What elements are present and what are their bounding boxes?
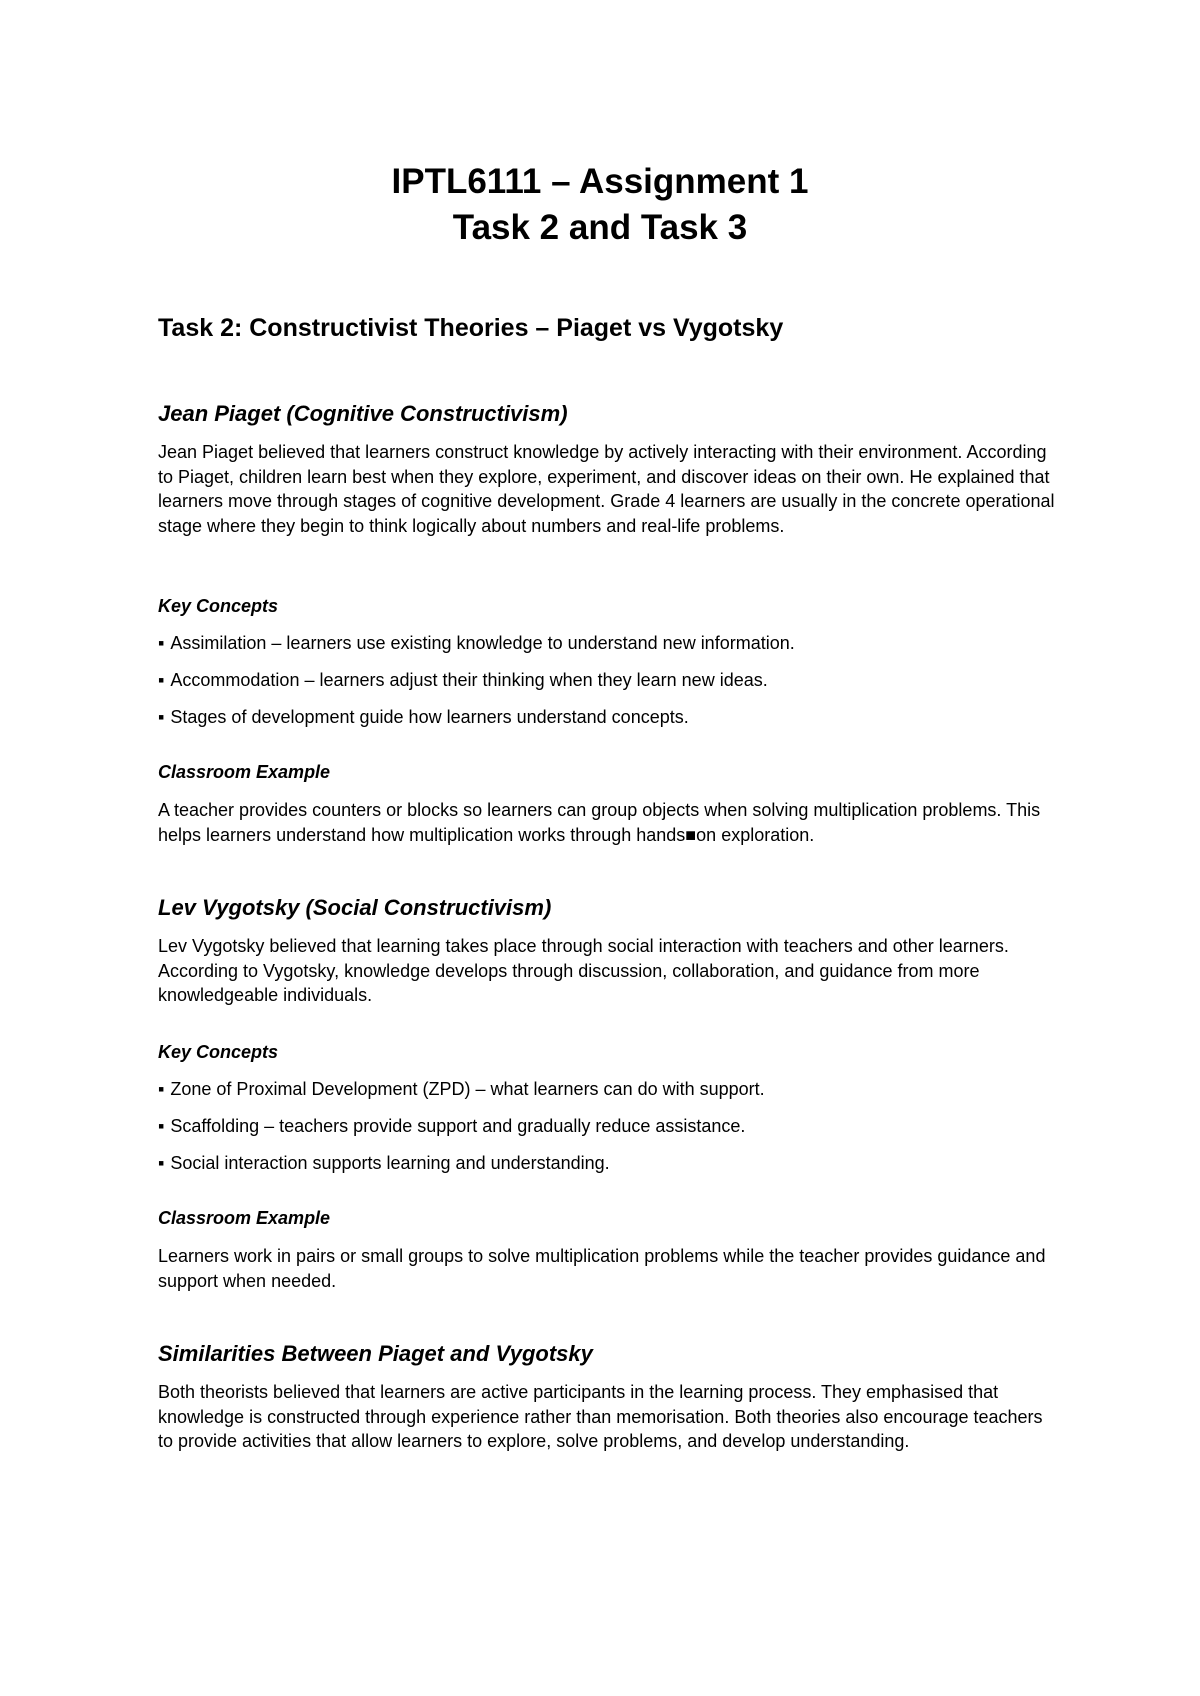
- piaget-heading: Jean Piaget (Cognitive Constructivism): [158, 401, 568, 426]
- concept-text: Zone of Proximal Development (ZPD) – what learners can do with support.: [170, 1079, 765, 1099]
- vygotsky-concept-3: [158, 1151, 1058, 1175]
- concept-text: Stages of development guide how learners understand concepts.: [170, 707, 689, 727]
- similarities-text: Both theorists believed that learners are active participants in the learning process. They emphasised that knowledge is constructed through experience rather than memorisation. Both theories also encourage teachers to provide activities that allow learners to explore, solve problems, and develop understanding.: [158, 1382, 1043, 1452]
- bullet-icon: ▪: [158, 1079, 165, 1099]
- piaget-classroom-text: A teacher provides counters or blocks so learners can group objects when solving multiplication problems. This helps learners understand how multiplication works through hands■on exploration.: [158, 800, 1041, 845]
- piaget-key-concepts-heading: Key Concepts: [158, 596, 279, 616]
- piaget-intro: Jean Piaget believed that learners construct knowledge by actively interacting with their environment. According to Piaget, children learn best when they explore, experiment, and discover ideas on their own. He explained that learners move through stages of cognitive development. Grade 4 learners are usually in the concrete operational stage where they begin to think logically about numbers and real-life problems.: [158, 442, 1055, 536]
- concept-text: Assimilation – learners use existing knowledge to understand new information.: [170, 633, 795, 653]
- bullet-icon: ▪: [158, 670, 165, 690]
- bullet-icon: ▪: [158, 707, 165, 727]
- similarities-heading: Similarities Between Piaget and Vygotsky: [158, 1341, 593, 1366]
- piaget-concept-2: [158, 668, 1058, 692]
- vygotsky-classroom-text: Learners work in pairs or small groups to solve multiplication problems while the teacher provides guidance and support when needed.: [158, 1246, 1046, 1291]
- bullet-icon: ▪: [158, 1153, 165, 1173]
- title-line-2: Task 2 and Task 3: [452, 208, 748, 247]
- bullet-icon: ▪: [158, 1116, 165, 1136]
- vygotsky-heading: Lev Vygotsky (Social Constructivism): [158, 895, 552, 920]
- piaget-concept-3: [158, 705, 1058, 729]
- bullet-icon: ▪: [158, 633, 165, 653]
- vygotsky-intro: Lev Vygotsky believed that learning takes place through social interaction with teachers and other learners. According to Vygotsky, knowledge develops through discussion, collaboration, and guidance from more knowledgeable individuals.: [158, 936, 1009, 1006]
- concept-text: Scaffolding – teachers provide support and gradually reduce assistance.: [170, 1116, 746, 1136]
- vygotsky-classroom-heading: Classroom Example: [158, 1208, 331, 1228]
- vygotsky-concept-1: [158, 1077, 1058, 1101]
- concept-text: Social interaction supports learning and understanding.: [170, 1153, 610, 1173]
- task2-heading: Task 2: Constructivist Theories – Piaget vs Vygotsky: [158, 314, 784, 342]
- vygotsky-key-concepts-heading: Key Concepts: [158, 1042, 279, 1062]
- title-line-1: IPTL6111 – Assignment 1: [391, 162, 809, 201]
- piaget-classroom-heading: Classroom Example: [158, 762, 331, 782]
- concept-text: Accommodation – learners adjust their thinking when they learn new ideas.: [170, 670, 768, 690]
- document-title: [0, 159, 1200, 251]
- piaget-concept-1: [158, 631, 1058, 655]
- vygotsky-concept-2: [158, 1114, 1058, 1138]
